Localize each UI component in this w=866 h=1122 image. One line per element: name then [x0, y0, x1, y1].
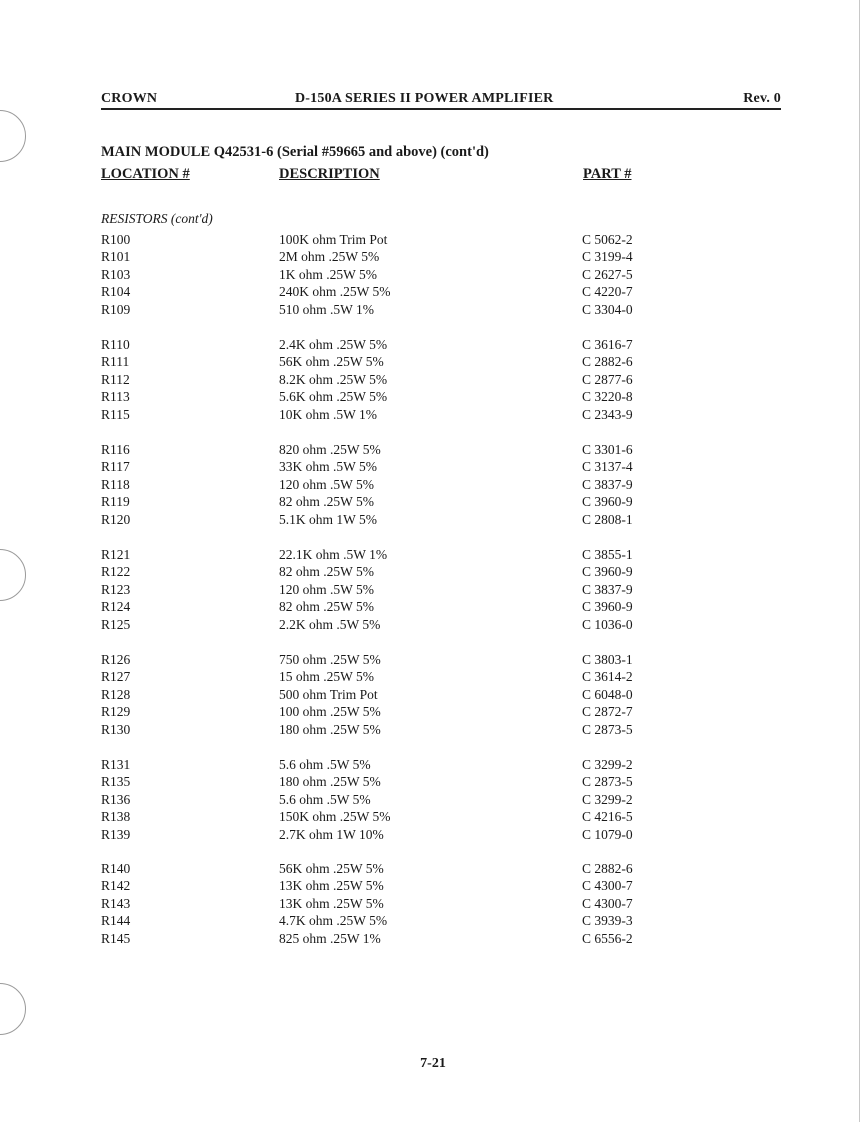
part-cell: C 3803-1	[582, 652, 633, 667]
part-cell: C 3199-4	[582, 249, 633, 265]
location-cell: R100	[101, 232, 131, 247]
description-cell: 2.2K ohm .5W 5%	[279, 616, 381, 632]
description-cell: 180 ohm .25W 5%	[279, 774, 381, 790]
description-cell: 2M ohm .25W 5%	[279, 249, 380, 265]
description-cell: 820 ohm .25W 5%	[279, 442, 381, 457]
table-row	[0, 652, 866, 669]
description-cell: 8.2K ohm .25W 5%	[279, 371, 388, 387]
part-cell: C 3837-9	[582, 476, 633, 492]
location-cell: R127	[101, 669, 131, 685]
table-row	[0, 861, 866, 878]
table-row	[0, 547, 866, 564]
table-row	[0, 372, 866, 389]
table-row	[0, 757, 866, 774]
location-cell: R116	[101, 442, 130, 457]
part-cell: C 3137-4	[582, 459, 633, 475]
part-cell: C 3837-9	[582, 581, 633, 597]
part-cell: C 2882-6	[582, 354, 633, 370]
punch-hole-top	[0, 110, 26, 162]
part-cell: C 2873-5	[582, 774, 633, 790]
part-cell: C 2872-7	[582, 704, 633, 720]
part-cell: C 3614-2	[582, 669, 633, 685]
table-row	[0, 267, 866, 284]
header-rule	[101, 108, 781, 110]
description-cell: 500 ohm Trim Pot	[279, 686, 378, 702]
column-header-part: PART #	[583, 166, 632, 182]
header-brand: CROWN	[101, 91, 158, 106]
location-cell: R136	[101, 791, 131, 807]
description-cell: 825 ohm .25W 1%	[279, 930, 381, 946]
punch-hole-bottom	[0, 983, 26, 1035]
part-cell: C 3220-8	[582, 389, 633, 405]
description-cell: 10K ohm .5W 1%	[279, 406, 377, 422]
part-cell: C 5062-2	[582, 232, 633, 247]
description-cell: 33K ohm .5W 5%	[279, 459, 377, 475]
part-cell: C 3855-1	[582, 547, 633, 562]
location-cell: R124	[101, 599, 131, 615]
location-cell: R142	[101, 878, 131, 894]
table-row	[0, 669, 866, 686]
location-cell: R103	[101, 266, 131, 282]
part-cell: C 1079-0	[582, 826, 633, 842]
table-row	[0, 878, 866, 895]
description-cell: 5.1K ohm 1W 5%	[279, 511, 377, 527]
description-cell: 82 ohm .25W 5%	[279, 599, 374, 615]
location-cell: R104	[101, 284, 131, 300]
location-cell: R130	[101, 721, 131, 737]
part-cell: C 3301-6	[582, 442, 633, 457]
table-row	[0, 354, 866, 371]
table-row	[0, 617, 866, 634]
part-cell: C 4216-5	[582, 809, 633, 825]
location-cell: R115	[101, 406, 130, 422]
description-cell: 82 ohm .25W 5%	[279, 494, 374, 510]
part-cell: C 3960-9	[582, 599, 633, 615]
location-cell: R123	[101, 581, 131, 597]
description-cell: 56K ohm .25W 5%	[279, 861, 384, 876]
part-cell: C 1036-0	[582, 616, 633, 632]
section-label: RESISTORS (cont'd)	[101, 211, 213, 226]
location-cell: R109	[101, 301, 131, 317]
part-cell: C 3939-3	[582, 913, 633, 929]
table-row	[0, 582, 866, 599]
location-cell: R120	[101, 511, 131, 527]
description-cell: 150K ohm .25W 5%	[279, 809, 391, 825]
part-cell: C 6556-2	[582, 930, 633, 946]
location-cell: R143	[101, 895, 131, 911]
part-cell: C 2873-5	[582, 721, 633, 737]
table-row	[0, 459, 866, 476]
table-row	[0, 442, 866, 459]
description-cell: 750 ohm .25W 5%	[279, 652, 381, 667]
table-row	[0, 232, 866, 249]
description-cell: 56K ohm .25W 5%	[279, 354, 384, 370]
table-row	[0, 792, 866, 809]
table-row	[0, 687, 866, 704]
column-header-description: DESCRIPTION	[279, 166, 380, 182]
description-cell: 15 ohm .25W 5%	[279, 669, 374, 685]
part-cell: C 3960-9	[582, 494, 633, 510]
description-cell: 180 ohm .25W 5%	[279, 721, 381, 737]
location-cell: R118	[101, 476, 130, 492]
table-row	[0, 827, 866, 844]
table-row	[0, 913, 866, 930]
column-header-location: LOCATION #	[101, 166, 190, 182]
description-cell: 4.7K ohm .25W 5%	[279, 913, 388, 929]
table-row	[0, 722, 866, 739]
description-cell: 120 ohm .5W 5%	[279, 581, 374, 597]
page-number: 7-21	[420, 1056, 446, 1071]
location-cell: R101	[101, 249, 131, 265]
description-cell: 100K ohm Trim Pot	[279, 232, 388, 247]
description-cell: 13K ohm .25W 5%	[279, 878, 384, 894]
part-cell: C 3960-9	[582, 564, 633, 580]
location-cell: R140	[101, 861, 131, 876]
location-cell: R144	[101, 913, 131, 929]
part-cell: C 2877-6	[582, 371, 633, 387]
part-cell: C 3304-0	[582, 301, 633, 317]
table-row	[0, 512, 866, 529]
table-row	[0, 774, 866, 791]
location-cell: R129	[101, 704, 131, 720]
table-row	[0, 249, 866, 266]
table-row	[0, 389, 866, 406]
location-cell: R111	[101, 354, 130, 370]
table-row	[0, 564, 866, 581]
description-cell: 82 ohm .25W 5%	[279, 564, 374, 580]
description-cell: 5.6 ohm .5W 5%	[279, 757, 371, 772]
table-row	[0, 302, 866, 319]
part-cell: C 2627-5	[582, 266, 633, 282]
location-cell: R138	[101, 809, 131, 825]
description-cell: 13K ohm .25W 5%	[279, 895, 384, 911]
description-cell: 2.7K ohm 1W 10%	[279, 826, 384, 842]
location-cell: R126	[101, 652, 131, 667]
part-cell: C 3299-2	[582, 791, 633, 807]
description-cell: 5.6K ohm .25W 5%	[279, 389, 388, 405]
part-cell: C 2808-1	[582, 511, 633, 527]
part-cell: C 3299-2	[582, 757, 633, 772]
page-header	[101, 91, 781, 109]
location-cell: R121	[101, 547, 131, 562]
part-cell: C 4220-7	[582, 284, 633, 300]
table-row	[0, 337, 866, 354]
location-cell: R117	[101, 459, 130, 475]
table-row	[0, 284, 866, 301]
header-revision: Rev. 0	[743, 91, 781, 106]
location-cell: R112	[101, 371, 130, 387]
part-cell: C 6048-0	[582, 686, 633, 702]
table-row	[0, 704, 866, 721]
location-cell: R131	[101, 757, 131, 772]
table-row	[0, 931, 866, 948]
description-cell: 5.6 ohm .5W 5%	[279, 791, 371, 807]
description-cell: 510 ohm .5W 1%	[279, 301, 374, 317]
location-cell: R110	[101, 337, 130, 352]
part-cell: C 3616-7	[582, 337, 633, 352]
location-cell: R128	[101, 686, 131, 702]
description-cell: 100 ohm .25W 5%	[279, 704, 381, 720]
location-cell: R113	[101, 389, 130, 405]
table-row	[0, 896, 866, 913]
location-cell: R135	[101, 774, 131, 790]
table-row	[0, 407, 866, 424]
header-product: D-150A SERIES II POWER AMPLIFIER	[295, 91, 554, 106]
part-cell: C 4300-7	[582, 878, 633, 894]
part-cell: C 2343-9	[582, 406, 633, 422]
table-row	[0, 809, 866, 826]
part-cell: C 4300-7	[582, 895, 633, 911]
description-cell: 2.4K ohm .25W 5%	[279, 337, 388, 352]
table-row	[0, 494, 866, 511]
location-cell: R125	[101, 616, 131, 632]
location-cell: R122	[101, 564, 131, 580]
table-row	[0, 477, 866, 494]
description-cell: 1K ohm .25W 5%	[279, 266, 377, 282]
location-cell: R139	[101, 826, 131, 842]
part-cell: C 2882-6	[582, 861, 633, 876]
module-title: MAIN MODULE Q42531-6 (Serial #59665 and above) (cont'd)	[101, 144, 489, 160]
description-cell: 240K ohm .25W 5%	[279, 284, 391, 300]
location-cell: R145	[101, 930, 131, 946]
location-cell: R119	[101, 494, 130, 510]
description-cell: 120 ohm .5W 5%	[279, 476, 374, 492]
table-row	[0, 599, 866, 616]
description-cell: 22.1K ohm .5W 1%	[279, 547, 388, 562]
